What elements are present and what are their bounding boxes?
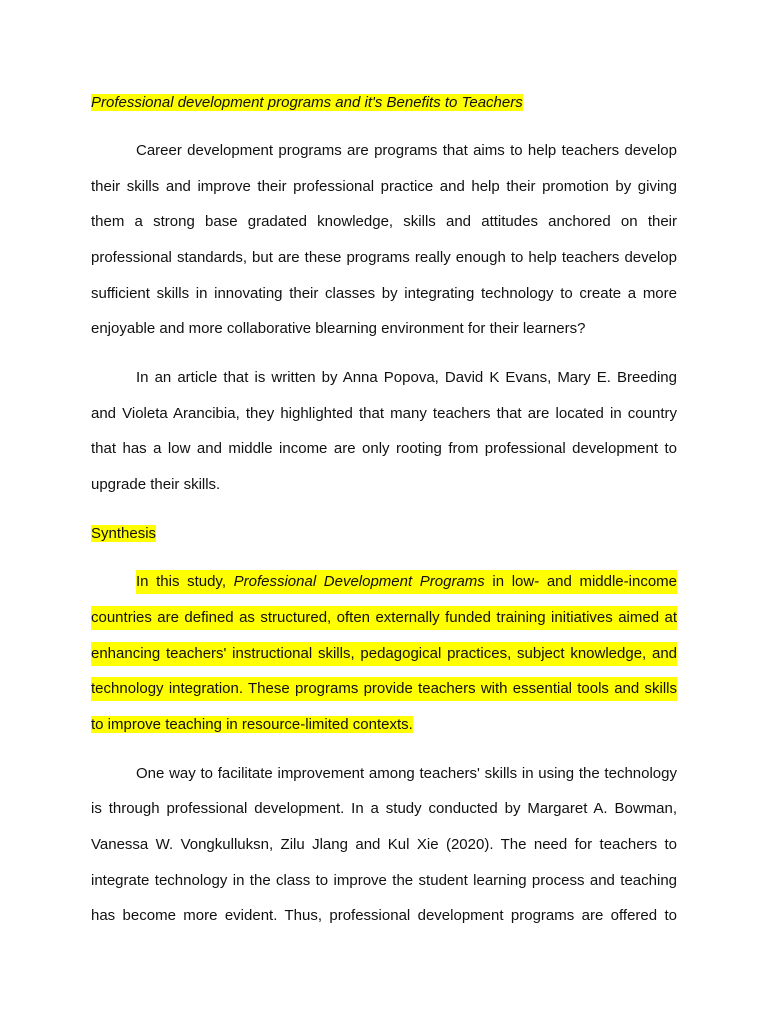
paragraph-line: professional standards, but are these programs really enough to help teachers develop xyxy=(91,249,677,266)
paragraph-line: sufficient skills in innovating their classes by integrating technology to create a more xyxy=(91,285,677,302)
synthesis-heading xyxy=(91,522,156,546)
paragraph-line: is through professional development. In a study conducted by Margaret A. Bowman, xyxy=(91,800,677,817)
synthesis-last-line-text: to improve teaching in resource-limited contexts. xyxy=(91,716,413,733)
paragraph-line: them a strong base gradated knowledge, skills and attitudes anchored on their xyxy=(91,213,677,230)
paragraph-line: In an article that is written by Anna Popova, David K Evans, Mary E. Breeding xyxy=(136,369,677,386)
paragraph-line: Vanessa W. Vongkulluksn, Zilu Jlang and Kul Xie (2020). The need for teachers to xyxy=(91,836,677,853)
synthesis-heading-text: Synthesis xyxy=(91,525,157,542)
paragraph-line: has become more evident. Thus, professional development programs are offered to xyxy=(91,907,677,924)
synthesis-line-suffix: in low- and middle-income xyxy=(484,573,677,590)
paragraph-line: One way to facilitate improvement among teachers' skills in using the technology xyxy=(136,765,677,782)
paragraph-line: upgrade their skills. xyxy=(91,476,221,493)
paragraph-line: enjoyable and more collaborative blearning environment for their learners? xyxy=(91,320,586,337)
title-text: Professional development programs and it's Benefits to Teachers xyxy=(91,94,523,111)
synthesis-line: enhancing teachers' instructional skills, pedagogical practices, subject knowledge, and xyxy=(91,642,677,666)
paragraph-line: Career development programs are programs that aims to help teachers develop xyxy=(136,142,677,159)
paragraph-line: their skills and improve their professional practice and help their promotion by giving xyxy=(91,178,677,195)
document-title xyxy=(91,91,523,115)
synthesis-line xyxy=(91,713,413,737)
synthesis-line-prefix: In this study, xyxy=(136,573,234,590)
synthesis-term: Professional Development Programs xyxy=(233,573,485,590)
paragraph-line: integrate technology in the class to improve the student learning process and teaching xyxy=(91,872,677,889)
synthesis-line: technology integration. These programs provide teachers with essential tools and skills xyxy=(91,677,677,701)
paragraph-line: and Violeta Arancibia, they highlighted that many teachers that are located in country xyxy=(91,405,677,422)
synthesis-line: countries are defined as structured, often externally funded training initiatives aimed at xyxy=(91,606,677,630)
synthesis-line xyxy=(136,570,677,594)
paragraph-line: that has a low and middle income are only rooting from professional development to xyxy=(91,440,677,457)
